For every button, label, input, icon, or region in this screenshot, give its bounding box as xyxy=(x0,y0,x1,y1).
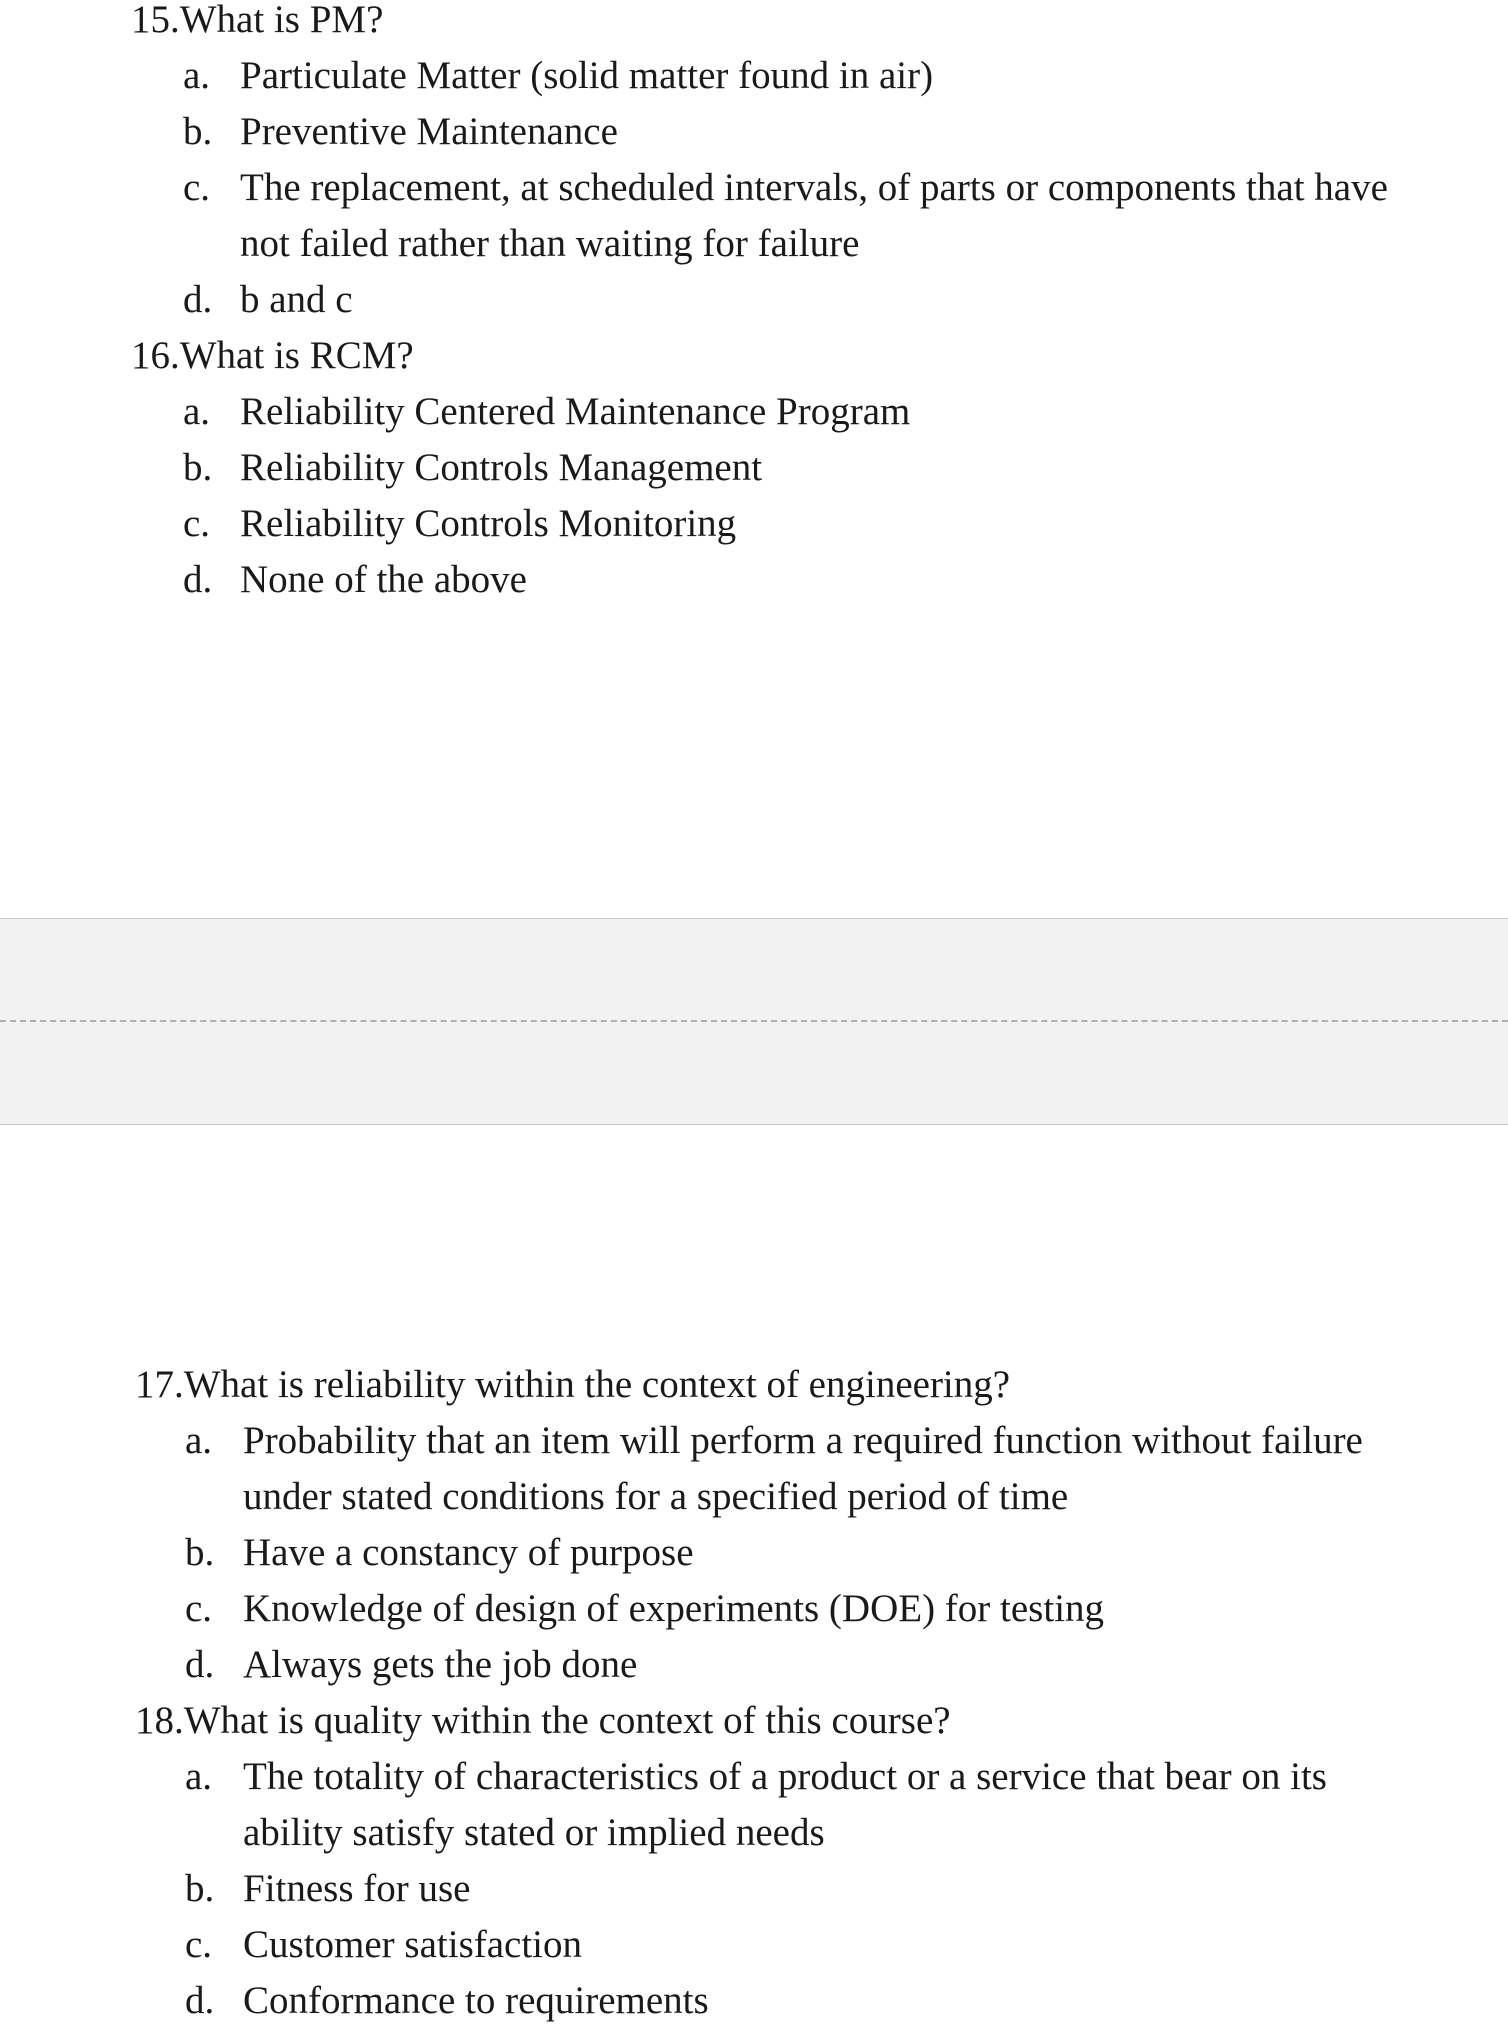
option-letter: b. xyxy=(185,1531,215,1574)
option-text: Reliability Controls Monitoring xyxy=(240,502,737,545)
option-letter: a. xyxy=(183,54,211,97)
page-separator xyxy=(0,918,1508,1125)
question-16-title xyxy=(131,336,414,375)
option-text: The replacement, at scheduled intervals, of parts or components that have xyxy=(240,166,1388,209)
option-text: Reliability Controls Management xyxy=(240,446,763,489)
option-text: Knowledge of design of experiments (DOE) for testing xyxy=(243,1587,1105,1630)
option-text: None of the above xyxy=(240,558,527,601)
option-letter: d. xyxy=(183,278,213,321)
option-letter: c. xyxy=(185,1587,213,1630)
option-text: Probability that an item will perform a required function without failure xyxy=(243,1419,1363,1462)
question-text: What is RCM? xyxy=(179,334,414,377)
option-letter: c. xyxy=(185,1923,213,1966)
option-text-continued: under stated conditions for a specified period of time xyxy=(243,1475,1069,1518)
question-18-title xyxy=(135,1701,951,1740)
option-letter: b. xyxy=(185,1867,215,1910)
question-number: 18. xyxy=(135,1699,184,1742)
option-letter: c. xyxy=(183,166,211,209)
question-text: What is reliability within the context of engineering? xyxy=(183,1363,1011,1406)
option-text: Preventive Maintenance xyxy=(240,110,618,153)
option-letter: a. xyxy=(185,1419,213,1462)
option-text: Conformance to requirements xyxy=(243,1979,709,2022)
option-text: Always gets the job done xyxy=(243,1643,638,1686)
option-text: Fitness for use xyxy=(243,1867,471,1910)
document-page-2 xyxy=(0,1125,1508,2044)
question-17-title xyxy=(135,1365,1010,1404)
option-text-continued: not failed rather than waiting for failure xyxy=(240,222,860,265)
option-text: The totality of characteristics of a product or a service that bear on its xyxy=(243,1755,1327,1798)
option-text-continued: ability satisfy stated or implied needs xyxy=(243,1811,825,1854)
question-text: What is PM? xyxy=(179,0,384,41)
option-letter: b. xyxy=(183,446,213,489)
option-text: b and c xyxy=(240,278,353,321)
option-text: Have a constancy of purpose xyxy=(243,1531,694,1574)
document-page-1 xyxy=(0,0,1508,918)
option-letter: d. xyxy=(183,558,213,601)
option-letter: a. xyxy=(183,390,211,433)
question-number: 15. xyxy=(131,0,180,41)
option-letter: b. xyxy=(183,110,213,153)
question-15-title xyxy=(131,0,383,39)
option-text: Reliability Centered Maintenance Program xyxy=(240,390,911,433)
question-number: 16. xyxy=(131,334,180,377)
question-text: What is quality within the context of this course? xyxy=(183,1699,951,1742)
option-text: Particulate Matter (solid matter found in air) xyxy=(240,54,934,97)
option-letter: c. xyxy=(183,502,211,545)
option-text: Customer satisfaction xyxy=(243,1923,583,1966)
option-letter: d. xyxy=(185,1979,215,2022)
option-letter: d. xyxy=(185,1643,215,1686)
page-break-line xyxy=(0,1020,1508,1022)
question-number: 17. xyxy=(135,1363,184,1406)
option-letter: a. xyxy=(185,1755,213,1798)
